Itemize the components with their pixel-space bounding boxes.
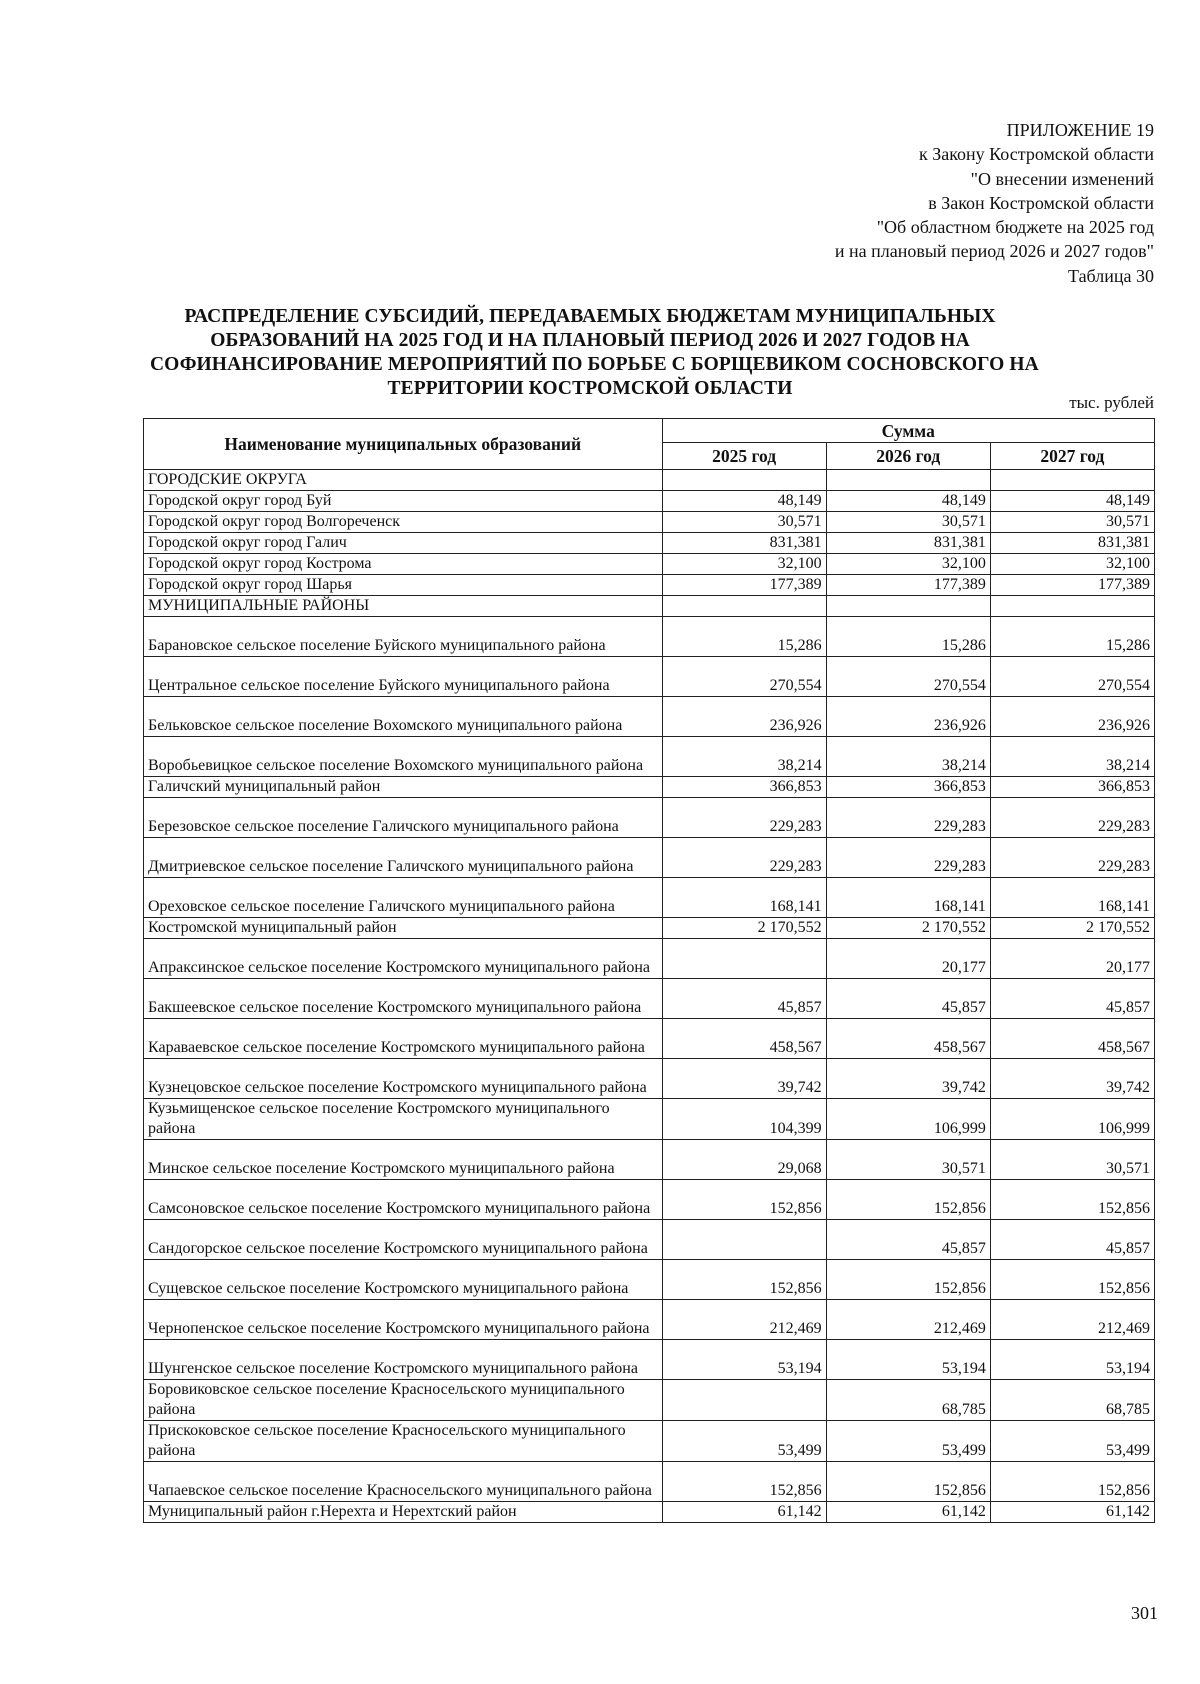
row-name: Сущевское сельское поселение Костромского муниципального района	[144, 1260, 663, 1300]
annex-line: "Об областном бюджете на 2025 год	[876, 217, 1154, 238]
value-2026: 106,999	[826, 1099, 990, 1140]
row-name: Бельковское сельское поселение Вохомского муниципального района	[144, 697, 663, 737]
table-number: Таблица 30	[1068, 265, 1154, 286]
value-2026: 38,214	[826, 737, 990, 777]
row-name: Костромской муниципальный район	[144, 918, 663, 939]
row-name: Минское сельское поселение Костромского муниципального района	[144, 1140, 663, 1180]
table-row	[144, 617, 1155, 657]
value-2027: 30,571	[990, 1140, 1154, 1180]
value-2025: 831,381	[662, 533, 826, 554]
table-row	[144, 657, 1155, 697]
value-2025	[662, 1380, 826, 1421]
row-name: Воробьевицкое сельское поселение Вохомского муниципального района	[144, 737, 663, 777]
title-line: РАСПРЕДЕЛЕНИЕ СУБСИДИЙ, ПЕРЕДАВАЕМЫХ БЮДЖЕТАМ МУНИЦИПАЛЬНЫХ	[184, 306, 996, 327]
units-label: тыс. рублей	[1069, 393, 1154, 412]
value-2025: 168,141	[662, 878, 826, 918]
row-name: Чернопенское сельское поселение Костромского муниципального района	[144, 1300, 663, 1340]
row-name: Апраксинское сельское поселение Костромского муниципального района	[144, 939, 663, 979]
value-2027: 831,381	[990, 533, 1154, 554]
table-row	[144, 1502, 1155, 1523]
annex-line: "О внесении изменений	[970, 168, 1154, 189]
value-2027	[990, 470, 1154, 491]
value-2027: 39,742	[990, 1059, 1154, 1099]
row-name: МУНИЦИПАЛЬНЫЕ РАЙОНЫ	[144, 596, 663, 617]
table-row	[144, 1380, 1155, 1421]
table-row	[144, 838, 1155, 878]
value-2025: 39,742	[662, 1059, 826, 1099]
value-2027: 152,856	[990, 1180, 1154, 1220]
value-2026: 20,177	[826, 939, 990, 979]
value-2027: 212,469	[990, 1300, 1154, 1340]
value-2025: 152,856	[662, 1462, 826, 1502]
title-line: ОБРАЗОВАНИЙ НА 2025 ГОД И НА ПЛАНОВЫЙ ПЕРИОД 2026 И 2027 ГОДОВ НА	[210, 330, 970, 351]
value-2026: 32,100	[826, 554, 990, 575]
value-2026: 168,141	[826, 878, 990, 918]
value-2027: 45,857	[990, 979, 1154, 1019]
value-2026: 229,283	[826, 838, 990, 878]
table-row	[144, 878, 1155, 918]
table-row	[144, 1180, 1155, 1220]
value-2026: 212,469	[826, 1300, 990, 1340]
value-2025: 229,283	[662, 798, 826, 838]
value-2027: 152,856	[990, 1260, 1154, 1300]
annex-line: ПРИЛОЖЕНИЕ 19	[1006, 120, 1154, 140]
row-name: Боровиковское сельское поселение Красносельского муниципального района	[144, 1380, 663, 1421]
value-2025	[662, 596, 826, 617]
document-title	[150, 305, 1039, 401]
value-2027: 15,286	[990, 617, 1154, 657]
header-sum: Сумма	[662, 419, 1155, 443]
value-2027: 106,999	[990, 1099, 1154, 1140]
value-2025: 45,857	[662, 979, 826, 1019]
row-name: Центральное сельское поселение Буйского муниципального района	[144, 657, 663, 697]
value-2025	[662, 939, 826, 979]
value-2026	[826, 596, 990, 617]
table-row	[144, 1300, 1155, 1340]
value-2026: 30,571	[826, 1140, 990, 1180]
value-2026: 236,926	[826, 697, 990, 737]
value-2027: 53,194	[990, 1340, 1154, 1380]
annex-line: в Закон Костромской области	[928, 192, 1154, 213]
table-row	[144, 1462, 1155, 1502]
table-row	[144, 1220, 1155, 1260]
row-name: Шунгенское сельское поселение Костромского муниципального района	[144, 1340, 663, 1380]
value-2027: 38,214	[990, 737, 1154, 777]
value-2026: 45,857	[826, 979, 990, 1019]
value-2025: 152,856	[662, 1180, 826, 1220]
value-2025: 48,149	[662, 491, 826, 512]
value-2027: 236,926	[990, 697, 1154, 737]
value-2026: 270,554	[826, 657, 990, 697]
value-2027: 229,283	[990, 838, 1154, 878]
header-name: Наименование муниципальных образований	[144, 419, 663, 470]
value-2026: 152,856	[826, 1180, 990, 1220]
table-row	[144, 979, 1155, 1019]
value-2027	[990, 596, 1154, 617]
value-2026: 177,389	[826, 575, 990, 596]
value-2027: 20,177	[990, 939, 1154, 979]
table-row	[144, 1019, 1155, 1059]
value-2025: 104,399	[662, 1099, 826, 1140]
value-2025: 229,283	[662, 838, 826, 878]
table-row	[144, 1099, 1155, 1140]
annex-line: к Закону Костромской области	[918, 144, 1154, 165]
value-2026: 831,381	[826, 533, 990, 554]
table-row	[144, 697, 1155, 737]
row-name: Сандогорское сельское поселение Костромского муниципального района	[144, 1220, 663, 1260]
table-row	[144, 798, 1155, 838]
table-row	[144, 533, 1155, 554]
value-2025: 32,100	[662, 554, 826, 575]
table-row	[144, 491, 1155, 512]
table-row	[144, 939, 1155, 979]
section-row	[144, 470, 1155, 491]
value-2025: 29,068	[662, 1140, 826, 1180]
table-row	[144, 918, 1155, 939]
table-row	[144, 512, 1155, 533]
value-2027: 458,567	[990, 1019, 1154, 1059]
value-2026: 2 170,552	[826, 918, 990, 939]
value-2025: 212,469	[662, 1300, 826, 1340]
value-2025: 53,499	[662, 1421, 826, 1462]
value-2025: 152,856	[662, 1260, 826, 1300]
value-2026: 152,856	[826, 1462, 990, 1502]
row-name: Прискоковское сельское поселение Красносельского муниципального района	[144, 1421, 663, 1462]
value-2026: 53,194	[826, 1340, 990, 1380]
page-number: 301	[1131, 1603, 1158, 1623]
value-2027: 152,856	[990, 1462, 1154, 1502]
row-name: ГОРОДСКИЕ ОКРУГА	[144, 470, 663, 491]
value-2027: 366,853	[990, 777, 1154, 798]
value-2025	[662, 470, 826, 491]
table-row	[144, 737, 1155, 777]
value-2026: 229,283	[826, 798, 990, 838]
row-name: Кузьмищенское сельское поселение Костромского муниципального района	[144, 1099, 663, 1140]
value-2025: 177,389	[662, 575, 826, 596]
value-2027: 68,785	[990, 1380, 1154, 1421]
section-row	[144, 596, 1155, 617]
annex-line: и на плановый период 2026 и 2027 годов"	[834, 241, 1154, 262]
table-row	[144, 777, 1155, 798]
value-2027: 53,499	[990, 1421, 1154, 1462]
title-line: ТЕРРИТОРИИ КОСТРОМСКОЙ ОБЛАСТИ	[387, 378, 793, 399]
row-name: Городской округ город Шарья	[144, 575, 663, 596]
value-2026: 68,785	[826, 1380, 990, 1421]
row-name: Городской округ город Кострома	[144, 554, 663, 575]
row-name: Самсоновское сельское поселение Костромского муниципального района	[144, 1180, 663, 1220]
value-2026: 152,856	[826, 1260, 990, 1300]
row-name: Барановское сельское поселение Буйского муниципального района	[144, 617, 663, 657]
value-2026: 458,567	[826, 1019, 990, 1059]
row-name: Галичский муниципальный район	[144, 777, 663, 798]
value-2026: 30,571	[826, 512, 990, 533]
value-2027: 2 170,552	[990, 918, 1154, 939]
value-2025: 366,853	[662, 777, 826, 798]
value-2027: 270,554	[990, 657, 1154, 697]
value-2025: 15,286	[662, 617, 826, 657]
value-2027: 61,142	[990, 1502, 1154, 1523]
value-2026: 45,857	[826, 1220, 990, 1260]
table-row	[144, 1140, 1155, 1180]
value-2025: 2 170,552	[662, 918, 826, 939]
table-row	[144, 1059, 1155, 1099]
value-2026: 48,149	[826, 491, 990, 512]
value-2026: 15,286	[826, 617, 990, 657]
header-year-2027: 2027 год	[990, 443, 1154, 470]
table-row	[144, 1340, 1155, 1380]
row-name: Бакшеевское сельское поселение Костромского муниципального района	[144, 979, 663, 1019]
header-year-2025: 2025 год	[662, 443, 826, 470]
value-2026: 61,142	[826, 1502, 990, 1523]
value-2027: 30,571	[990, 512, 1154, 533]
value-2027: 32,100	[990, 554, 1154, 575]
value-2025: 30,571	[662, 512, 826, 533]
title-line: СОФИНАНСИРОВАНИЕ МЕРОПРИЯТИЙ ПО БОРЬБЕ С БОРЩЕВИКОМ СОСНОВСКОГО НА	[150, 354, 1039, 375]
value-2026: 53,499	[826, 1421, 990, 1462]
value-2025: 61,142	[662, 1502, 826, 1523]
row-name: Городской округ город Волгореченск	[144, 512, 663, 533]
value-2025: 53,194	[662, 1340, 826, 1380]
value-2026: 366,853	[826, 777, 990, 798]
value-2025: 458,567	[662, 1019, 826, 1059]
value-2027: 229,283	[990, 798, 1154, 838]
subsidy-table	[143, 418, 1155, 1523]
annex-header	[835, 118, 1154, 288]
row-name: Ореховское сельское поселение Галичского муниципального района	[144, 878, 663, 918]
row-name: Городской округ город Галич	[144, 533, 663, 554]
row-name: Чапаевское сельское поселение Красносельского муниципального района	[144, 1462, 663, 1502]
value-2027: 168,141	[990, 878, 1154, 918]
table-row	[144, 575, 1155, 596]
row-name: Кузнецовское сельское поселение Костромского муниципального района	[144, 1059, 663, 1099]
row-name: Городской округ город Буй	[144, 491, 663, 512]
table-row	[144, 554, 1155, 575]
row-name: Муниципальный район г.Нерехта и Нерехтский район	[144, 1502, 663, 1523]
value-2025	[662, 1220, 826, 1260]
value-2027: 45,857	[990, 1220, 1154, 1260]
table-row	[144, 1260, 1155, 1300]
value-2027: 177,389	[990, 575, 1154, 596]
row-name: Караваевское сельское поселение Костромского муниципального района	[144, 1019, 663, 1059]
row-name: Березовское сельское поселение Галичского муниципального района	[144, 798, 663, 838]
value-2026: 39,742	[826, 1059, 990, 1099]
value-2027: 48,149	[990, 491, 1154, 512]
row-name: Дмитриевское сельское поселение Галичского муниципального района	[144, 838, 663, 878]
value-2025: 270,554	[662, 657, 826, 697]
header-year-2026: 2026 год	[826, 443, 990, 470]
value-2025: 236,926	[662, 697, 826, 737]
value-2025: 38,214	[662, 737, 826, 777]
value-2026	[826, 470, 990, 491]
table-row	[144, 1421, 1155, 1462]
